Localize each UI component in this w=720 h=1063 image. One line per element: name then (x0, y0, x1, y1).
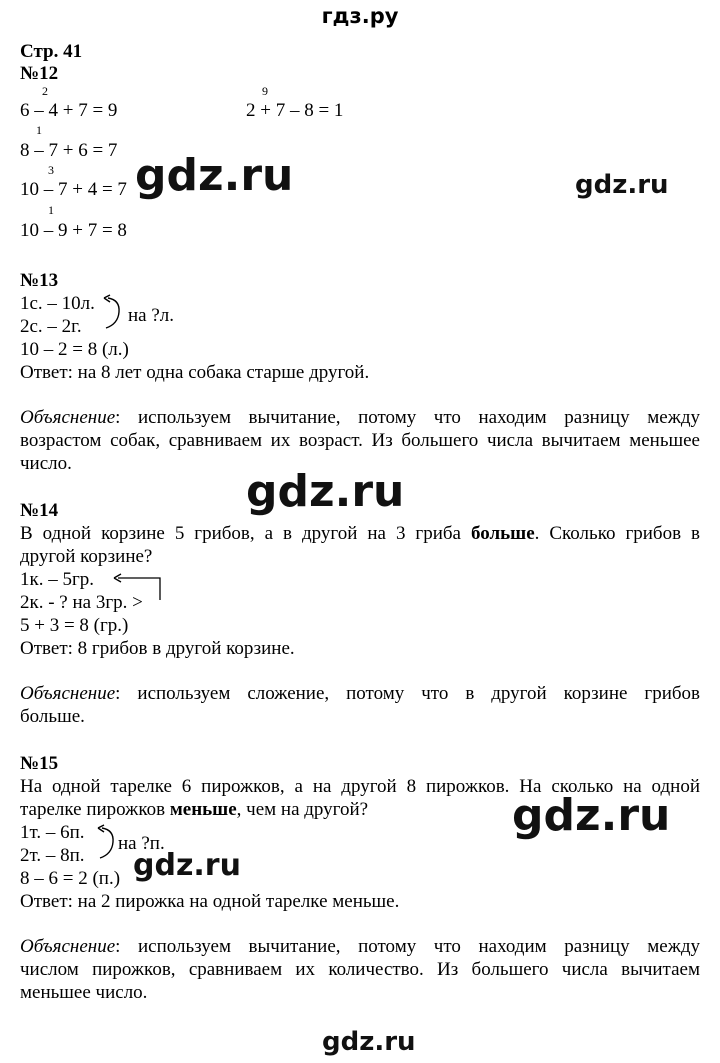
task-15-row-1: 1т. – 6п. (20, 822, 85, 843)
task-14-answer: Ответ: 8 грибов в другой корзине. (20, 638, 295, 659)
task-14-explanation-line-2: больше. (20, 706, 85, 727)
task-13-explanation-line-3: число. (20, 453, 72, 474)
task-12-right-line: 2 + 7 – 8 = 1 (246, 100, 344, 121)
task-12-mark-1: 2 (42, 84, 48, 98)
task-14-bracket-arrow (112, 570, 168, 604)
task-15-answer: Ответ: на 2 пирожка на одной тарелке меньше. (20, 891, 400, 912)
page-label: Стр. 41 (20, 41, 83, 62)
task-15-condition-text-b: , чем на другой? (236, 799, 369, 820)
watermark: gdz.ru (575, 170, 669, 200)
watermark: gdz.ru (322, 1027, 416, 1057)
task-14-row-1: 1к. – 5гр. (20, 569, 95, 590)
task-15-condition-bold: меньше (169, 799, 237, 820)
task-15-explanation-label: Объяснение (20, 936, 116, 957)
task-14-condition-line-2: другой корзине? (20, 546, 153, 567)
task-15-row-2: 2т. – 8п. (20, 845, 85, 866)
task-15-bracket-label: на ?п. (118, 833, 165, 854)
watermark: gdz.ru (512, 790, 671, 841)
task-14-condition-text-a: В одной корзине 5 грибов, а в другой на 3 гриба (20, 523, 471, 544)
task-14-condition-bold: больше (470, 523, 535, 544)
task-14-condition-text-b: . Сколько грибов в (534, 523, 700, 544)
task-15-explanation-line-2: числом пирожков, сравниваем их количество. Из большего числа вычитаем (20, 959, 700, 980)
watermark: gdz.ru (133, 848, 241, 883)
task-15-number: №15 (20, 753, 59, 774)
task-13-explanation-text-1: : используем вычитание, потому что находим разницу между (115, 407, 700, 428)
watermark: gdz.ru (135, 150, 294, 201)
task-13-answer: Ответ: на 8 лет одна собака старше другой. (20, 362, 370, 383)
task-12-line-1: 6 – 4 + 7 = 9 (20, 100, 118, 121)
task-13-row-2: 2с. – 2г. (20, 316, 82, 337)
watermark: gdz.ru (246, 466, 405, 517)
task-14-explanation-line-1 (20, 681, 700, 707)
task-14-row-2: 2к. - ? на 3гр. > (20, 592, 143, 613)
task-14-solution: 5 + 3 = 8 (гр.) (20, 615, 129, 636)
task-12-right-mark: 9 (262, 84, 268, 98)
task-14-number: №14 (20, 500, 59, 521)
task-12-mark-4: 1 (48, 203, 54, 217)
task-15-explanation-text-1: : используем вычитание, потому что находим разницу между (115, 936, 700, 957)
task-15-condition-line-1: На одной тарелке 6 пирожков, а на другой 8 пирожков. На сколько на одной (20, 776, 700, 797)
task-13-row-1: 1с. – 10л. (20, 293, 95, 314)
task-14-explanation-label: Объяснение (20, 683, 116, 704)
task-13-explanation-label: Объяснение (20, 407, 116, 428)
task-15-solution: 8 – 6 = 2 (п.) (20, 868, 121, 889)
task-13-bracket-arrow (100, 292, 130, 332)
task-13-number: №13 (20, 270, 59, 291)
task-15-condition-text-a: тарелке пирожков (20, 799, 170, 820)
task-12-mark-3: 3 (48, 163, 54, 177)
task-13-solution: 10 – 2 = 8 (л.) (20, 339, 129, 360)
task-12-line-2: 8 – 7 + 6 = 7 (20, 140, 118, 161)
task-13-bracket-label: на ?л. (128, 305, 175, 326)
task-13-explanation-line-2: возрастом собак, сравниваем их возраст. Из большего числа вычитаем меньшее (20, 430, 700, 451)
task-14-explanation-text-1: : используем сложение, потому что в другой корзине грибов (115, 683, 700, 704)
task-15-explanation-line-3: меньшее число. (20, 982, 148, 1003)
task-12-mark-2: 1 (36, 123, 42, 137)
task-12-number: №12 (20, 63, 59, 84)
site-header: гдз.ру (321, 4, 399, 28)
task-12-line-3: 10 – 7 + 4 = 7 (20, 179, 127, 200)
task-12-line-4: 10 – 9 + 7 = 8 (20, 220, 127, 241)
